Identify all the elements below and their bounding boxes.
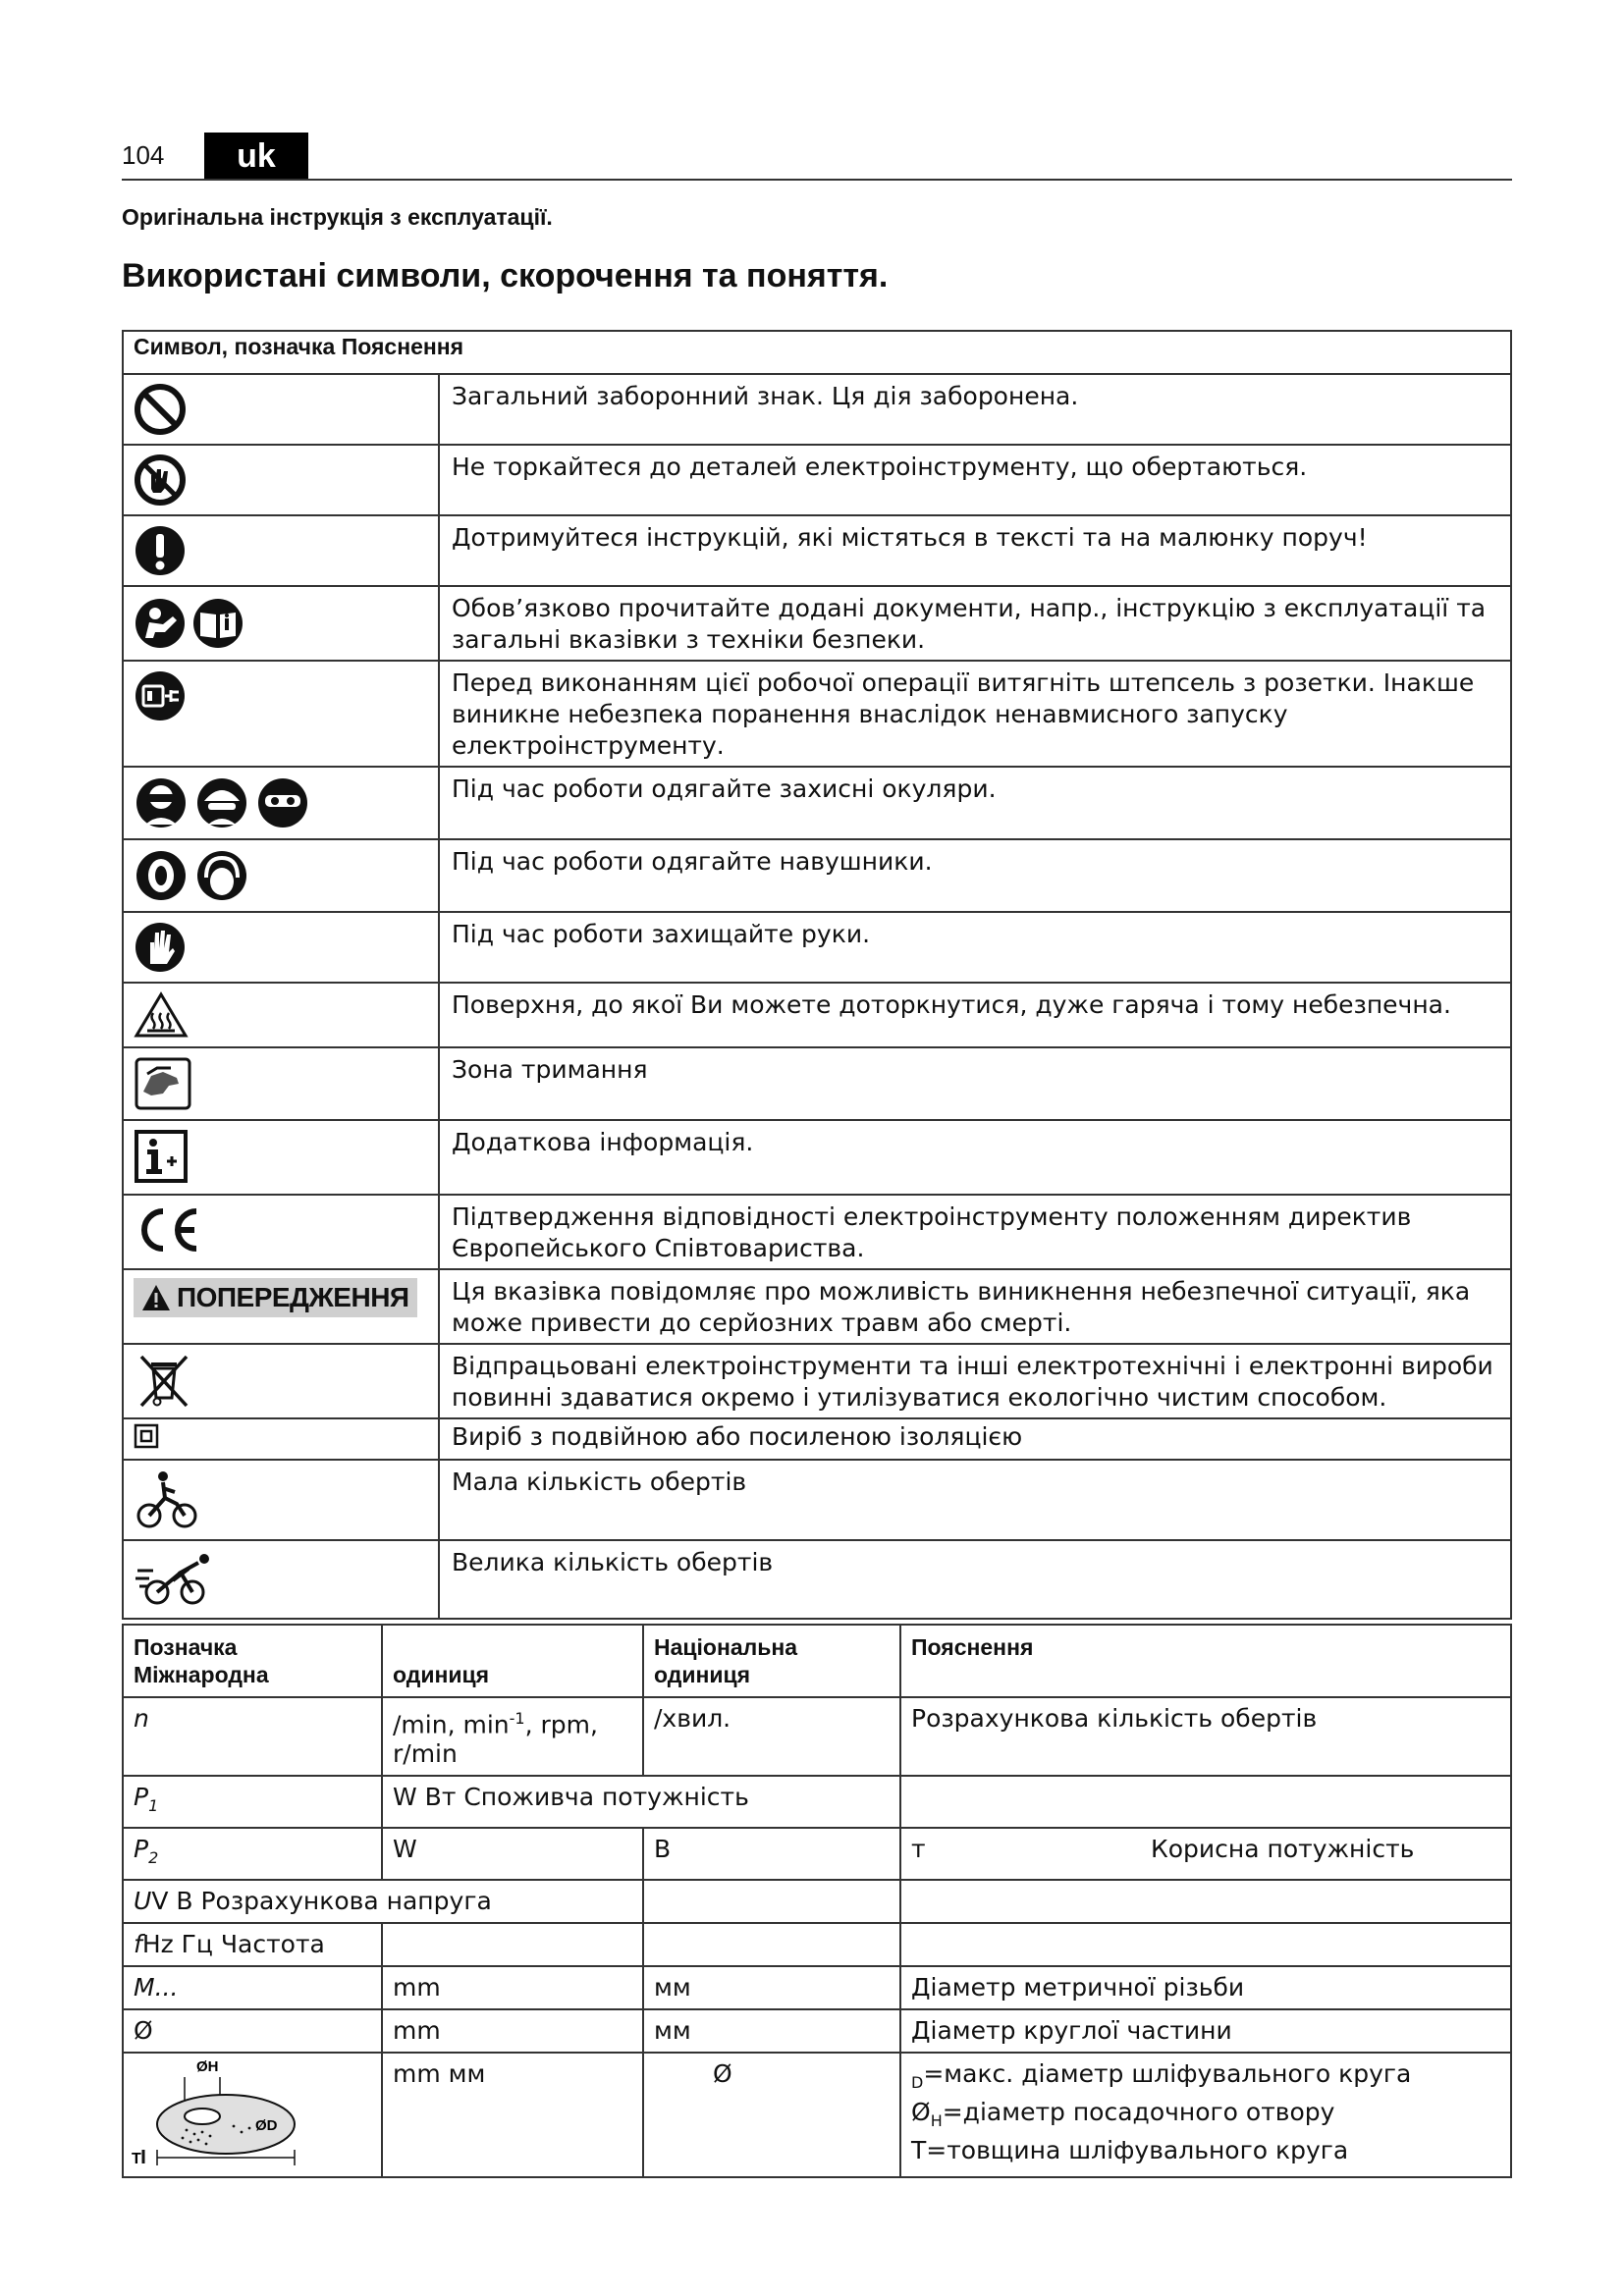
- cell-intl: mm: [382, 1966, 643, 2009]
- ce-mark-icon: [134, 1203, 204, 1256]
- label-t: T: [132, 2151, 141, 2168]
- glove-icon: [134, 921, 187, 974]
- page-header: [122, 133, 1512, 180]
- cell-symbol: M...: [123, 1966, 382, 2009]
- cell-explanation: [900, 1776, 1511, 1828]
- ear-protection-icon: [134, 848, 251, 903]
- header-symbol: Позначка Міжнародна: [123, 1625, 382, 1697]
- row-text: Велика кількість обертів: [439, 1540, 1511, 1619]
- row-text: Зона тримання: [439, 1047, 1511, 1120]
- cell-explanation: Діаметр метричної різьби: [900, 1966, 1511, 2009]
- grip-zone-icon: [134, 1056, 192, 1111]
- row-text: Загальний заборонний знак. Ця дія заборонена.: [439, 374, 1511, 445]
- table-row: [123, 1344, 1511, 1418]
- row-text: Мала кількість обертів: [439, 1460, 1511, 1540]
- cell-intl: W: [382, 1828, 643, 1880]
- low-speed-icon: [134, 1468, 202, 1531]
- row-text: Під час роботи захищайте руки.: [439, 912, 1511, 983]
- symbols-table: [122, 330, 1512, 1620]
- table-row: [123, 1828, 1511, 1880]
- table-row: [123, 1418, 1511, 1460]
- cell-national: [643, 1880, 900, 1923]
- cell-symbol: $P_1$: [123, 1776, 382, 1828]
- cell-national: Ø: [643, 2053, 900, 2177]
- cell-explanation: [900, 1828, 1511, 1880]
- header-rule: [122, 179, 1512, 181]
- table-row: [123, 374, 1511, 445]
- row-text: Поверхня, до якої Ви можете доторкнутися, дуже гаряча і тому небезпечна.: [439, 983, 1511, 1047]
- no-touch-rotating-icon: [134, 454, 187, 507]
- eye-protection-icon: [134, 775, 310, 830]
- row-text: Обов’язково прочитайте додані документи, напр., інструкцію з експлуатації та загальні вказівки з техніки безпеки.: [439, 586, 1511, 661]
- cell-explanation: [900, 1923, 1511, 1966]
- table-row: [123, 1120, 1511, 1195]
- hot-surface-icon: [134, 991, 189, 1039]
- symbols-header: [123, 331, 1511, 374]
- table-row: [123, 1697, 1511, 1776]
- table-row: [123, 1776, 1511, 1828]
- read-manual-icon: [134, 595, 247, 652]
- warning-icon: [141, 1284, 171, 1311]
- table-row: [123, 1540, 1511, 1619]
- cell-national: /хвил.: [643, 1697, 900, 1776]
- cell-national: [643, 1923, 900, 1966]
- cell-intl: [382, 1923, 643, 1966]
- units-header-row: [123, 1625, 1511, 1697]
- disc-expl-2: $Ø_H=діаметр$ посадочного отвору: [911, 2098, 1335, 2131]
- header-intl: одиниця: [382, 1625, 643, 1697]
- prohibition-icon: [134, 383, 187, 436]
- label-dh: ØH: [196, 2058, 219, 2076]
- table-row: [123, 515, 1511, 586]
- cell-explanation: Розрахункова кількість обертів: [900, 1697, 1511, 1776]
- units-table: [122, 1624, 1512, 2178]
- table-row: [123, 1923, 1511, 1966]
- table-row: [123, 1269, 1511, 1344]
- cell-u: UV В Розрахункова напруга: [123, 1880, 643, 1923]
- cell-f: fHz Гц Частота: [123, 1923, 382, 1966]
- cell-intl: mm мм: [382, 2053, 643, 2177]
- row-text: Не торкайтеся до деталей електроінструменту, що обертаються.: [439, 445, 1511, 515]
- header-explanation: Пояснення: [341, 334, 464, 359]
- header-explanation: Пояснення: [900, 1625, 1511, 1697]
- label-dd: ØD: [255, 2117, 278, 2135]
- cell-symbol: n: [123, 1697, 382, 1776]
- table-row: [123, 2009, 1511, 2053]
- cell-explanation: Діаметр круглої частини: [900, 2009, 1511, 2053]
- table-row: [123, 767, 1511, 839]
- row-text: Додаткова інформація.: [439, 1120, 1511, 1195]
- table-row: [123, 1460, 1511, 1540]
- symbols-header-row: [123, 331, 1511, 374]
- table-row: [123, 1966, 1511, 2009]
- doc-title: Використані символи, скорочення та поняття.: [122, 257, 889, 294]
- high-speed-icon: [134, 1549, 216, 1608]
- cell-symbol: [123, 2053, 382, 2177]
- double-insulation-icon: [134, 1423, 159, 1449]
- weee-bin-icon: [134, 1353, 194, 1410]
- row-text: Виріб з подвійною або посиленою ізоляцією: [439, 1418, 1511, 1460]
- row-text: Відпрацьовані електроінструменти та інші електротехнічні і електронні вироби повинні здаватися окремо і утилізуватися екологічно чистим способом.: [439, 1344, 1511, 1418]
- warning-banner: [134, 1278, 417, 1317]
- cell-t: т: [911, 1835, 926, 1864]
- cell-intl: W Вт Споживча потужність: [382, 1776, 900, 1828]
- table-row: [123, 983, 1511, 1047]
- unplug-icon: [134, 669, 187, 722]
- cell-intl: mm: [382, 2009, 643, 2053]
- table-row: [123, 2053, 1511, 2177]
- row-text: Ця вказівка повідомляє про можливість виникнення небезпечної ситуації, яка може привести до серйозних травм або смерті.: [439, 1269, 1511, 1344]
- doc-subtitle: Оригінальна інструкція з експлуатації.: [122, 204, 553, 230]
- cell-explanation: [900, 2053, 1511, 2177]
- exclamation-icon: [134, 524, 187, 577]
- warning-label: ПОПЕРЕДЖЕННЯ: [177, 1282, 409, 1312]
- table-row: [123, 661, 1511, 767]
- grinding-disc-diagram: [128, 2056, 324, 2167]
- disc-expl-3: T=товщина шліфувального круга: [911, 2136, 1349, 2165]
- header-national: Національна одиниця: [643, 1625, 900, 1697]
- cell-national: мм: [643, 2009, 900, 2053]
- table-row: [123, 839, 1511, 912]
- row-text: Перед виконанням цієї робочої операції витягніть штепсель з розетки. Інакше виникне небезпека поранення внаслідок ненавмисного запуску електроінструменту.: [439, 661, 1511, 767]
- table-row: [123, 586, 1511, 661]
- cell-explanation: [900, 1880, 1511, 1923]
- language-badge: uk: [204, 133, 308, 180]
- table-row: [123, 912, 1511, 983]
- cell-symbol: $P_2$: [123, 1828, 382, 1880]
- header-symbol: Символ, позначка: [134, 334, 336, 359]
- row-text: Підтвердження відповідності електроінструменту положенням директив Європейського Співтовариства.: [439, 1195, 1511, 1269]
- row-text: Під час роботи одягайте навушники.: [439, 839, 1511, 912]
- info-icon: [134, 1129, 189, 1184]
- row-text: Під час роботи одягайте захисні окуляри.: [439, 767, 1511, 839]
- row-text: Дотримуйтеся інструкцій, які містяться в тексті та на малюнку поруч!: [439, 515, 1511, 586]
- table-row: [123, 1195, 1511, 1269]
- cell-national: В: [643, 1828, 900, 1880]
- table-row: [123, 1880, 1511, 1923]
- cell-symbol: Ø: [123, 2009, 382, 2053]
- cell-explanation-text: Корисна потужність: [1151, 1835, 1415, 1864]
- cell-intl: /min, $\min^{-1}$, rpm, r/min: [382, 1697, 643, 1776]
- page-number: 104: [122, 140, 165, 170]
- table-row: [123, 445, 1511, 515]
- disc-expl-1: $_D$=макс. діаметр шліфувального круга: [911, 2059, 1412, 2093]
- table-row: [123, 1047, 1511, 1120]
- cell-national: мм: [643, 1966, 900, 2009]
